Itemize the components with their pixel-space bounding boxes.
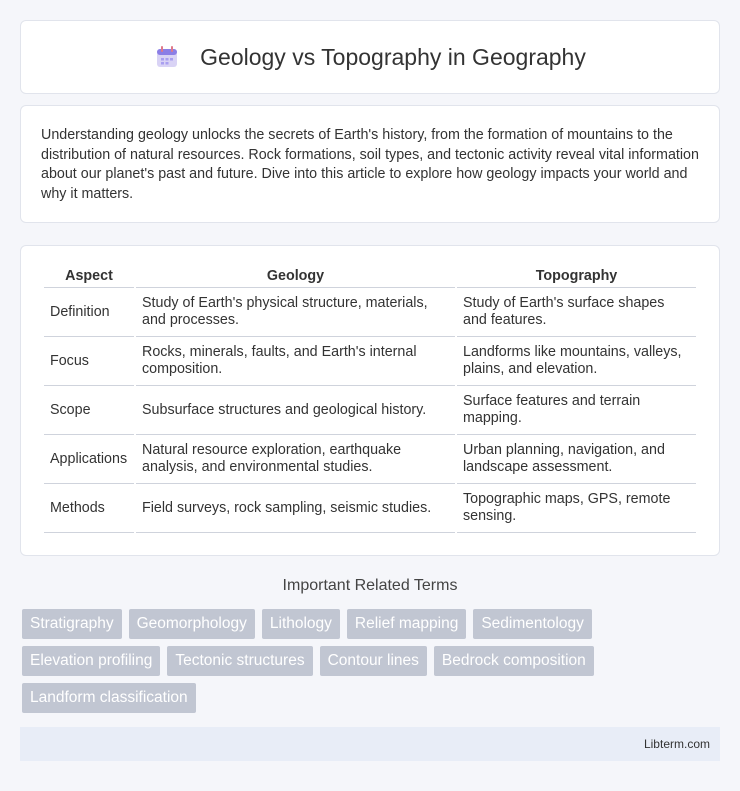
intro-text: Understanding geology unlocks the secrets of Earth's history, from the formation of mountains to the distribution of natural resources. Rock formations, soil types, and tectonic activity reveal vital information about our planet's past and future. Dive into this article to explore how geology impacts your world and why it matters. bbox=[41, 127, 699, 202]
comparison-table-card bbox=[20, 245, 720, 556]
related-term-tag[interactable]: Elevation profiling bbox=[22, 646, 160, 676]
page-title: Geology vs Topography in Geography bbox=[200, 43, 586, 70]
table-row bbox=[44, 484, 696, 533]
table-cell: Natural resource exploration, earthquake analysis, and environmental studies. bbox=[136, 435, 455, 484]
table-cell: Focus bbox=[44, 337, 134, 386]
table-cell: Subsurface structures and geological history. bbox=[136, 386, 455, 435]
table-row bbox=[44, 435, 696, 484]
footer-site-link[interactable]: Libterm.com bbox=[643, 737, 710, 751]
table-cell: Study of Earth's surface shapes and features. bbox=[457, 288, 696, 337]
intro-card bbox=[20, 105, 720, 223]
table-cell: Urban planning, navigation, and landscape assessment. bbox=[457, 435, 696, 484]
table-row bbox=[44, 386, 696, 435]
calendar-icon bbox=[154, 44, 180, 70]
table-cell: Study of Earth's physical structure, materials, and processes. bbox=[136, 288, 455, 337]
related-term-tag[interactable]: Landform classification bbox=[22, 683, 196, 713]
related-terms-title: Important Related Terms bbox=[282, 577, 458, 594]
table-cell: Topographic maps, GPS, remote sensing. bbox=[457, 484, 696, 533]
table-header-geology: Geology bbox=[136, 266, 455, 288]
table-row bbox=[44, 337, 696, 386]
related-terms-list bbox=[22, 609, 722, 713]
table-cell: Scope bbox=[44, 386, 134, 435]
related-term-tag[interactable]: Stratigraphy bbox=[22, 609, 122, 639]
table-cell: Definition bbox=[44, 288, 134, 337]
table-header-row bbox=[44, 266, 696, 288]
table-cell: Methods bbox=[44, 484, 134, 533]
table-cell: Landforms like mountains, valleys, plains, and elevation. bbox=[457, 337, 696, 386]
footer bbox=[20, 727, 720, 761]
related-term-tag[interactable]: Geomorphology bbox=[129, 609, 255, 639]
comparison-table bbox=[42, 266, 698, 533]
related-term-tag[interactable]: Lithology bbox=[262, 609, 340, 639]
related-term-tag[interactable]: Tectonic structures bbox=[167, 646, 312, 676]
table-cell: Rocks, minerals, faults, and Earth's internal composition. bbox=[136, 337, 455, 386]
table-header-topography: Topography bbox=[457, 266, 696, 288]
header-card bbox=[20, 20, 720, 94]
table-cell: Applications bbox=[44, 435, 134, 484]
table-row bbox=[44, 288, 696, 337]
table-header-aspect: Aspect bbox=[44, 266, 134, 288]
related-term-tag[interactable]: Relief mapping bbox=[347, 609, 466, 639]
related-term-tag[interactable]: Sedimentology bbox=[473, 609, 592, 639]
related-term-tag[interactable]: Bedrock composition bbox=[434, 646, 594, 676]
table-cell: Surface features and terrain mapping. bbox=[457, 386, 696, 435]
related-term-tag[interactable]: Contour lines bbox=[320, 646, 427, 676]
table-cell: Field surveys, rock sampling, seismic studies. bbox=[136, 484, 455, 533]
